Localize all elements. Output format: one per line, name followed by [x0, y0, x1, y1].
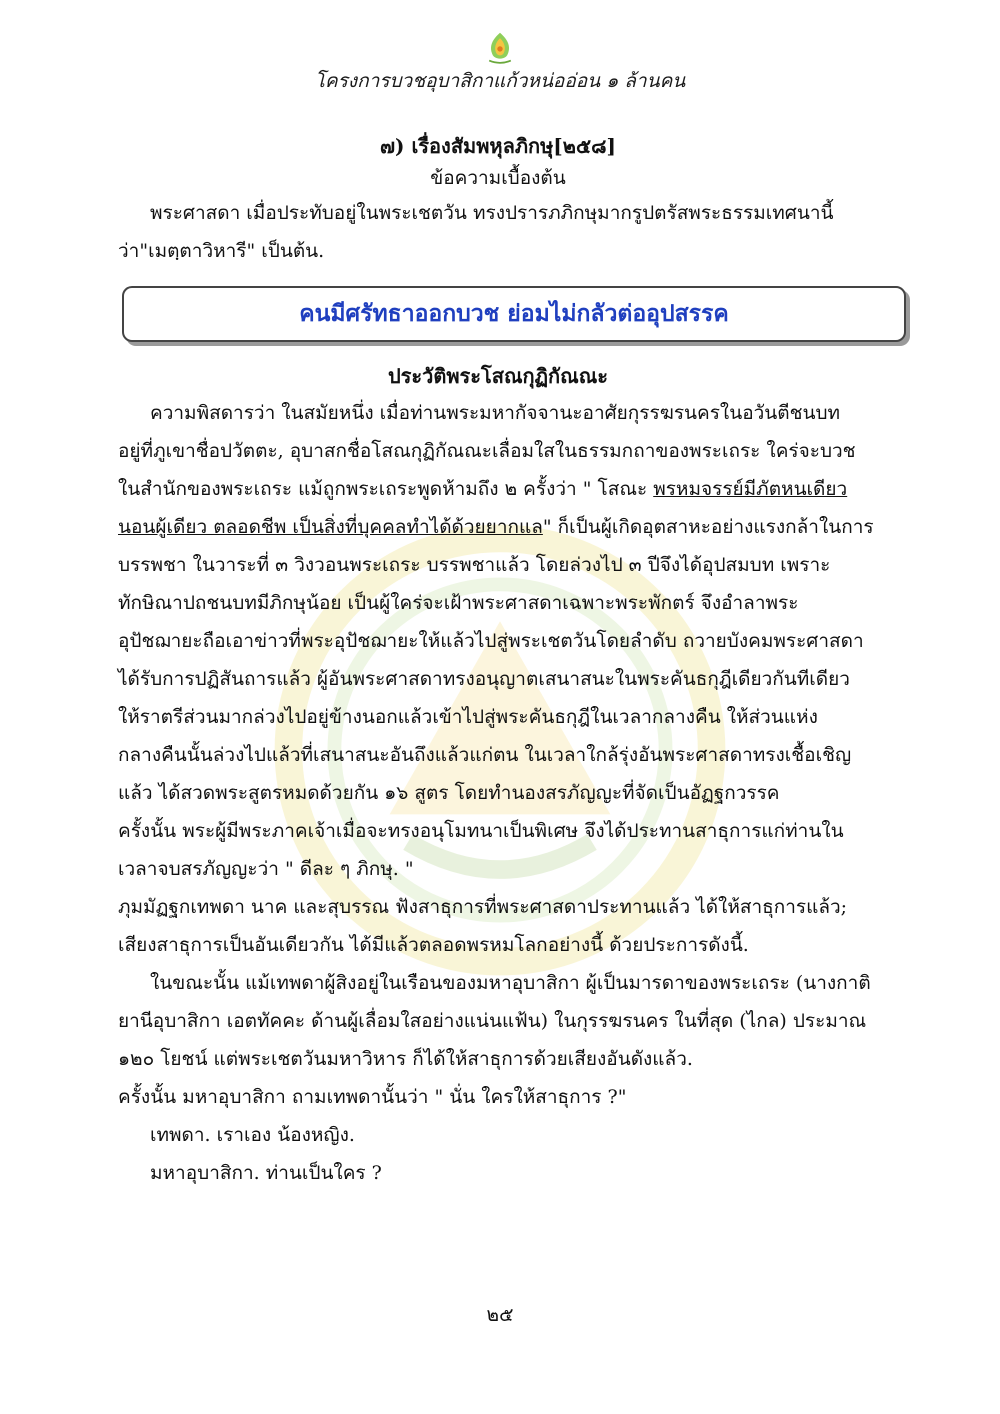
- section-title: ๗) เรื่องสัมพหุลภิกษุ[๒๕๘]: [380, 134, 616, 158]
- story-line-text: ในสำนักของพระเถระ แม้ถูกพระเถระพูดห้ามถึง ๒ ครั้งว่า " โสณะ: [118, 478, 654, 500]
- story-line: อยู่ที่ภูเขาชื่อปวัตตะ, อุบาสกชื่อโสณกุฏิกัณณะเลื่อมใสในธรรมกถาของพระเถระ ใคร่จะบวช: [118, 440, 856, 462]
- intro-line: พระศาสดา เมื่อประทับอยู่ในพระเชตวัน ทรงปรารภภิกษุมากรูปตรัสพระธรรมเทศนานี้: [150, 202, 834, 224]
- story-line: เสียงสาธุการเป็นอันเดียวกัน ได้มีแล้วตลอดพรหมโลกอย่างนี้ ด้วยประการดังนี้.: [118, 934, 749, 956]
- story-line: [118, 508, 878, 546]
- story-line: ครั้งนั้น พระผู้มีพระภาคเจ้าเมื่อจะทรงอนุโมทนาเป็นพิเศษ จึงได้ประทานสาธุการแก่ท่านใน: [118, 820, 844, 842]
- story-line: ๑๒๐ โยชน์ แต่พระเชตวันมหาวิหาร ก็ได้ให้สาธุการด้วยเสียงอันดังแล้ว.: [118, 1048, 693, 1070]
- story-line: ยานีอุบาสิกา เอตทัคคะ ด้านผู้เลื่อมใสอย่างแน่นแฟ้น) ในกุรรฆรนคร ในที่สุด (ไกล) ประมาณ: [118, 1010, 867, 1032]
- underlined-quote: พรหมจรรย์มีภัตหนเดียว: [653, 478, 848, 500]
- dialogue-line: เทพดา. เราเอง น้องหญิง.: [150, 1124, 355, 1146]
- story-line: ให้ราตรีส่วนมากล่วงไปอยู่ข้างนอกแล้วเข้าไปสู่พระคันธกุฎีในเวลากลางคืน ให้ส่วนแห่ง: [118, 706, 818, 728]
- story-line: ความพิสดารว่า ในสมัยหนึ่ง เมื่อท่านพระมหากัจจานะอาศัยกุรรฆรนครในอวันตีชนบท: [150, 402, 841, 424]
- dialogue-line: มหาอุบาสิกา. ท่านเป็นใคร ?: [150, 1162, 382, 1184]
- story-line: อุปัชฌายะถือเอาข่าวที่พระอุปัชฌายะให้แล้วไปสู่พระเชตวันโดยลำดับ ถวายบังคมพระศาสดา: [118, 630, 864, 652]
- story-title: ประวัติพระโสณกุฏิกัณณะ: [387, 364, 609, 388]
- banner-box: [122, 286, 906, 342]
- story-line: บรรพชา ในวาระที่ ๓ วิงวอนพระเถระ บรรพชาแล้ว โดยล่วงไป ๓ ปีจึงได้อุปสมบท เพราะ: [118, 554, 831, 576]
- banner-text: คนมีศรัทธาออกบวช ย่อมไม่กลัวต่ออุปสรรค: [299, 301, 729, 327]
- story-line: กลางคืนนั้นล่วงไปแล้วที่เสนาสนะอันถึงแล้วแก่ตน ในเวลาใกล้รุ่งอันพระศาสดาทรงเชื้อเชิญ: [118, 744, 852, 766]
- intro-line: ว่า"เมตฺตาวิหารี" เป็นต้น.: [118, 240, 325, 262]
- story-line: [118, 470, 878, 508]
- section-subtitle: ข้อความเบื้องต้น: [430, 167, 566, 189]
- header-logo-icon: [482, 30, 518, 66]
- page-content: [118, 130, 878, 1192]
- story-line: ครั้งนั้น มหาอุบาสิกา ถามเทพดานั้นว่า " นั่น ใครให้สาธุการ ?": [118, 1086, 627, 1108]
- story-line: ภุมมัฏฐกเทพดา นาค และสุบรรณ ฟังสาธุการที่พระศาสดาประทานแล้ว ได้ให้สาธุการแล้ว;: [118, 896, 848, 918]
- story-line: เวลาจบสรภัญญะว่า " ดีละ ๆ ภิกษุ. ": [118, 858, 414, 880]
- story-line: แล้ว ได้สวดพระสูตรหมดด้วยกัน ๑๖ สูตร โดยทำนองสรภัญญะที่จัดเป็นอัฏฐกวรรค: [118, 782, 780, 804]
- story-line: ได้รับการปฏิสันถารแล้ว ผู้อันพระศาสดาทรงอนุญาตเสนาสนะในพระคันธกุฎีเดียวกันทีเดียว: [118, 668, 850, 690]
- story-line-text: " ก็เป็นผู้เกิดอุตสาหะอย่างแรงกล้าในการ: [542, 516, 874, 538]
- header-title: โครงการบวชอุบาสิกาแก้วหน่ออ่อน ๑ ล้านคน: [314, 70, 686, 92]
- page-number: ๒๕: [486, 1304, 514, 1326]
- story-line: ในขณะนั้น แม้เทพดาผู้สิงอยู่ในเรือนของมหาอุบาสิกา ผู้เป็นมารดาของพระเถระ (นางกาติ: [150, 972, 871, 994]
- underlined-quote: นอนผู้เดียว ตลอดชีพ เป็นสิ่งที่บุคคลทำได้ด้วยยากแล: [118, 516, 543, 538]
- story-line: ทักษิณาปถชนบทมีภิกษุน้อย เป็นผู้ใคร่จะเฝ้าพระศาสดาเฉพาะพระพักตร์ จึงอำลาพระ: [118, 592, 799, 614]
